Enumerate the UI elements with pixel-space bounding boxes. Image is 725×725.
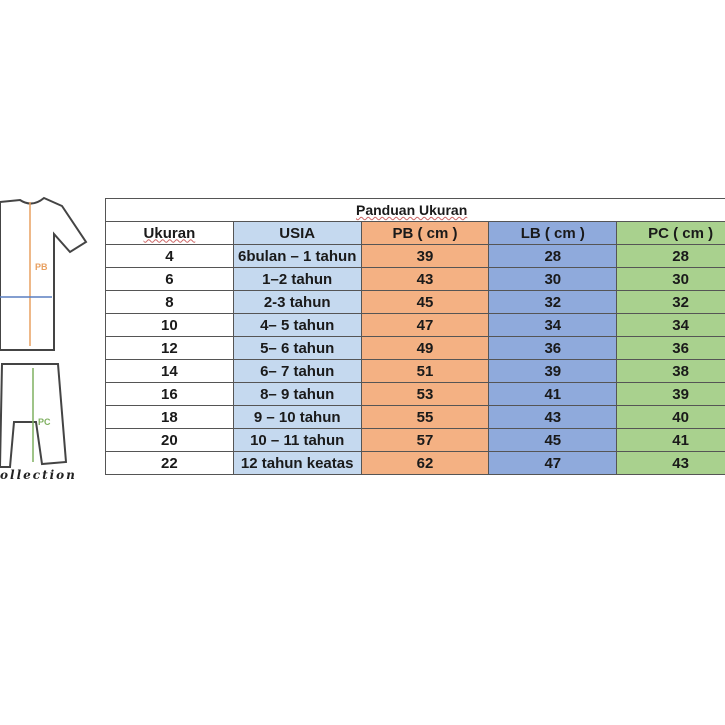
cell-ukuran: 22 [106,452,234,475]
cell-ukuran: 18 [106,406,234,429]
cell-lb: 32 [489,291,617,314]
cell-pb: 51 [361,360,489,383]
cell-lb: 34 [489,314,617,337]
cell-pb: 45 [361,291,489,314]
header-ukuran-text: Ukuran [143,224,196,242]
cell-usia: 2-3 tahun [233,291,361,314]
clothing-illustration [0,192,100,492]
table-row [106,452,725,475]
cell-ukuran: 4 [106,245,234,268]
table-row [106,429,725,452]
cell-pb: 47 [361,314,489,337]
cell-ukuran: 6 [106,268,234,291]
header-lb: LB ( cm ) [489,222,617,245]
cell-pc: 32 [617,291,725,314]
cell-pb: 39 [361,245,489,268]
table-row [106,383,725,406]
cell-ukuran: 10 [106,314,234,337]
cell-usia: 8– 9 tahun [233,383,361,406]
header-usia: USIA [233,222,361,245]
cell-ukuran: 14 [106,360,234,383]
pc-label: PC [38,417,51,427]
cell-pb: 49 [361,337,489,360]
cell-usia: 5– 6 tahun [233,337,361,360]
table-row [106,360,725,383]
cell-pb: 57 [361,429,489,452]
cell-pc: 30 [617,268,725,291]
cell-usia: 9 – 10 tahun [233,406,361,429]
cell-lb: 47 [489,452,617,475]
cell-usia: 12 tahun keatas [233,452,361,475]
pb-label: PB [35,262,48,272]
cell-pc: 38 [617,360,725,383]
cell-usia: 6– 7 tahun [233,360,361,383]
table-body [106,245,725,475]
header-row [106,222,725,245]
cell-pc: 39 [617,383,725,406]
cell-lb: 36 [489,337,617,360]
cell-pb: 55 [361,406,489,429]
cell-usia: 10 – 11 tahun [233,429,361,452]
cell-lb: 39 [489,360,617,383]
shirt-sketch [0,198,86,350]
cell-usia: 6bulan – 1 tahun [233,245,361,268]
cell-pb: 62 [361,452,489,475]
cell-ukuran: 16 [106,383,234,406]
cell-usia: 4– 5 tahun [233,314,361,337]
header-pc: PC ( cm ) [617,222,725,245]
cell-lb: 45 [489,429,617,452]
cell-pb: 43 [361,268,489,291]
cell-pc: 28 [617,245,725,268]
cell-pc: 36 [617,337,725,360]
table-row [106,337,725,360]
cell-usia: 1–2 tahun [233,268,361,291]
cell-pc: 34 [617,314,725,337]
header-ukuran [106,222,234,245]
cell-pb: 53 [361,383,489,406]
table-row [106,245,725,268]
table-row [106,406,725,429]
cell-lb: 30 [489,268,617,291]
cell-pc: 40 [617,406,725,429]
cell-lb: 43 [489,406,617,429]
table-row [106,314,725,337]
table-title-text: Panduan Ukuran [356,202,468,218]
brand-watermark: ollection [0,468,77,482]
cell-lb: 28 [489,245,617,268]
size-guide-table [105,198,725,475]
cell-ukuran: 8 [106,291,234,314]
table-title [106,199,725,222]
cell-ukuran: 12 [106,337,234,360]
cell-pc: 43 [617,452,725,475]
table-row [106,268,725,291]
header-pb: PB ( cm ) [361,222,489,245]
cell-pc: 41 [617,429,725,452]
cell-ukuran: 20 [106,429,234,452]
table-row [106,291,725,314]
cell-lb: 41 [489,383,617,406]
